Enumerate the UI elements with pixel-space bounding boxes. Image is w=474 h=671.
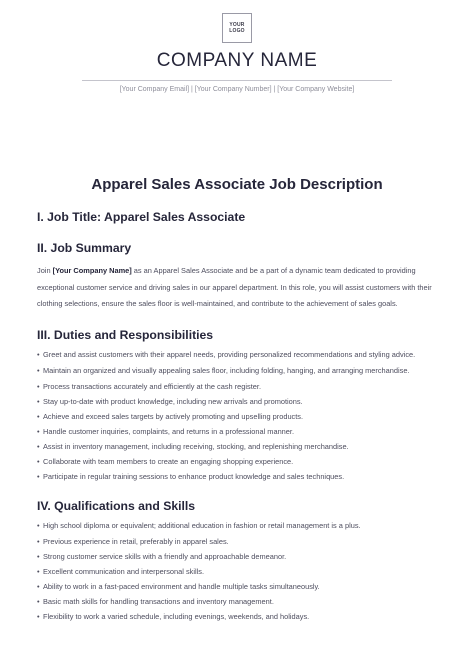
list-item: • Handle customer inquiries, complaints, and returns in a professional manner. bbox=[37, 424, 437, 439]
duties-list bbox=[37, 347, 437, 484]
list-item: • High school diploma or equivalent; additional education in fashion or retail management is a plus. bbox=[37, 518, 437, 534]
summary-body: as an Apparel Sales Associate and be a part of a dynamic team dedicated to providing exceptional customer service and driving sales in our apparel department. In this role, you will assist customers with their clothing selections, ensure the sales floor is well-maintained, and contribute to the achievement of sales goals. bbox=[37, 266, 432, 309]
list-item: • Process transactions accurately and efficiently at the cash register. bbox=[37, 379, 437, 394]
company-logo bbox=[222, 13, 252, 43]
document-title: Apparel Sales Associate Job Description bbox=[91, 176, 383, 193]
contact-line: [Your Company Email] | [Your Company Number] | [Your Company Website] bbox=[119, 86, 355, 93]
company-name: COMPANY NAME bbox=[156, 50, 318, 71]
list-item: • Collaborate with team members to create an engaging shopping experience. bbox=[37, 454, 437, 469]
job-title-heading: I. Job Title: Apparel Sales Associate bbox=[37, 210, 246, 224]
job-summary-heading: II. Job Summary bbox=[37, 241, 132, 255]
list-item: • Assist in inventory management, including receiving, stocking, and replenishing merchandise. bbox=[37, 439, 437, 454]
qualifications-heading: IV. Qualifications and Skills bbox=[37, 498, 196, 513]
list-item: • Maintain an organized and visually appealing sales floor, including folding, hanging, and arranging merchandise. bbox=[37, 363, 437, 379]
job-summary-text bbox=[37, 263, 437, 313]
logo-line-2: LOGO bbox=[229, 28, 245, 34]
list-item: • Excellent communication and interpersonal skills. bbox=[37, 564, 437, 579]
list-item: • Flexibility to work a varied schedule, including evenings, weekends, and holidays. bbox=[37, 609, 437, 624]
list-item: • Greet and assist customers with their apparel needs, providing personalized recommendations and styling advice. bbox=[37, 347, 437, 363]
list-item: • Participate in regular training sessions to enhance product knowledge and sales techniques. bbox=[37, 469, 437, 484]
list-item: • Stay up-to-date with product knowledge, including new arrivals and promotions. bbox=[37, 394, 437, 409]
summary-prefix: Join bbox=[37, 266, 53, 275]
summary-company-placeholder: [Your Company Name] bbox=[52, 266, 132, 275]
list-item: • Previous experience in retail, preferably in apparel sales. bbox=[37, 534, 437, 549]
list-item: • Achieve and exceed sales targets by actively promoting and upselling products. bbox=[37, 409, 437, 424]
logo-line-1: YOUR bbox=[229, 22, 245, 28]
list-item: • Ability to work in a fast-paced environment and handle multiple tasks simultaneously. bbox=[37, 579, 437, 594]
list-item: • Strong customer service skills with a friendly and approachable demeanor. bbox=[37, 549, 437, 564]
qualifications-list bbox=[37, 518, 437, 624]
duties-heading: III. Duties and Responsibilities bbox=[37, 327, 214, 342]
document-body bbox=[37, 209, 437, 624]
header-divider bbox=[82, 80, 392, 81]
list-item: • Basic math skills for handling transactions and inventory management. bbox=[37, 594, 437, 609]
